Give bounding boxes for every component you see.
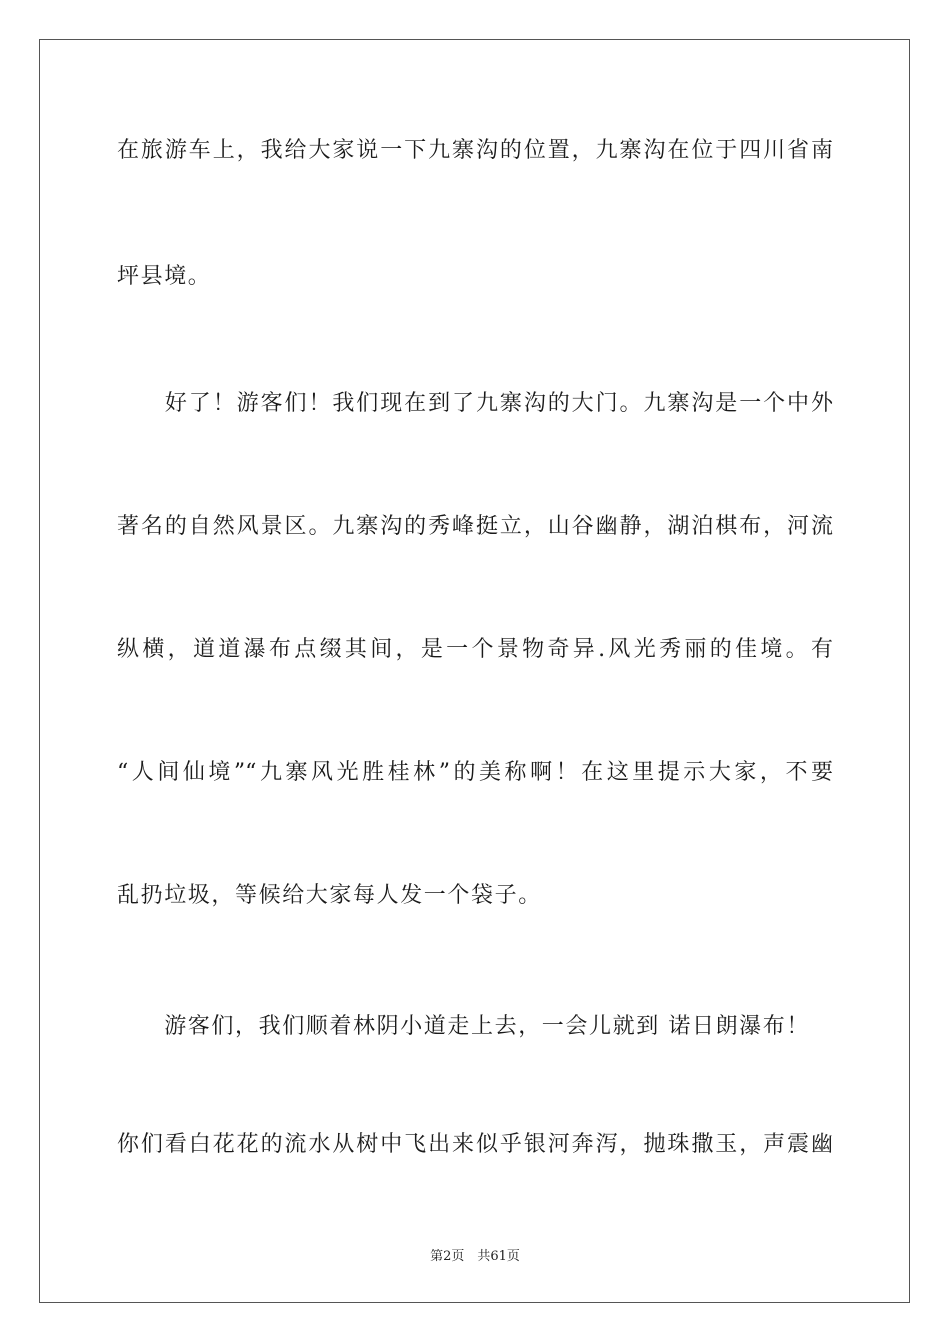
text-line-4: 著名的自然风景区。九寨沟的秀峰挺立，山谷幽静，湖泊棋布，河流	[117, 514, 833, 539]
page-border	[39, 39, 910, 1303]
text-line-6: “人间仙境”“九寨风光胜桂林”的美称啊！在这里提示大家，不要	[117, 760, 833, 785]
page-number-footer: 第2页 共61页	[430, 1249, 520, 1264]
text-line-5: 纵横，道道瀑布点缀其间，是一个景物奇异.风光秀丽的佳境。有	[117, 637, 833, 662]
text-line-7: 乱扔垃圾，等候给大家每人发一个袋子。	[117, 883, 542, 908]
text-line-9: 你们看白花花的流水从树中飞出来似乎银河奔泻，抛珠撒玉，声震幽	[117, 1132, 833, 1157]
text-line-2: 坪县境。	[117, 264, 212, 289]
text-line-3: 好了！游客们！我们现在到了九寨沟的大门。九寨沟是一个中外	[117, 391, 833, 416]
text-line-1: 在旅游车上，我给大家说一下九寨沟的位置，九寨沟在位于四川省南	[117, 138, 833, 163]
text-line-8: 游客们，我们顺着林阴小道走上去，一会儿就到 诺日朗瀑布！	[117, 1014, 810, 1039]
